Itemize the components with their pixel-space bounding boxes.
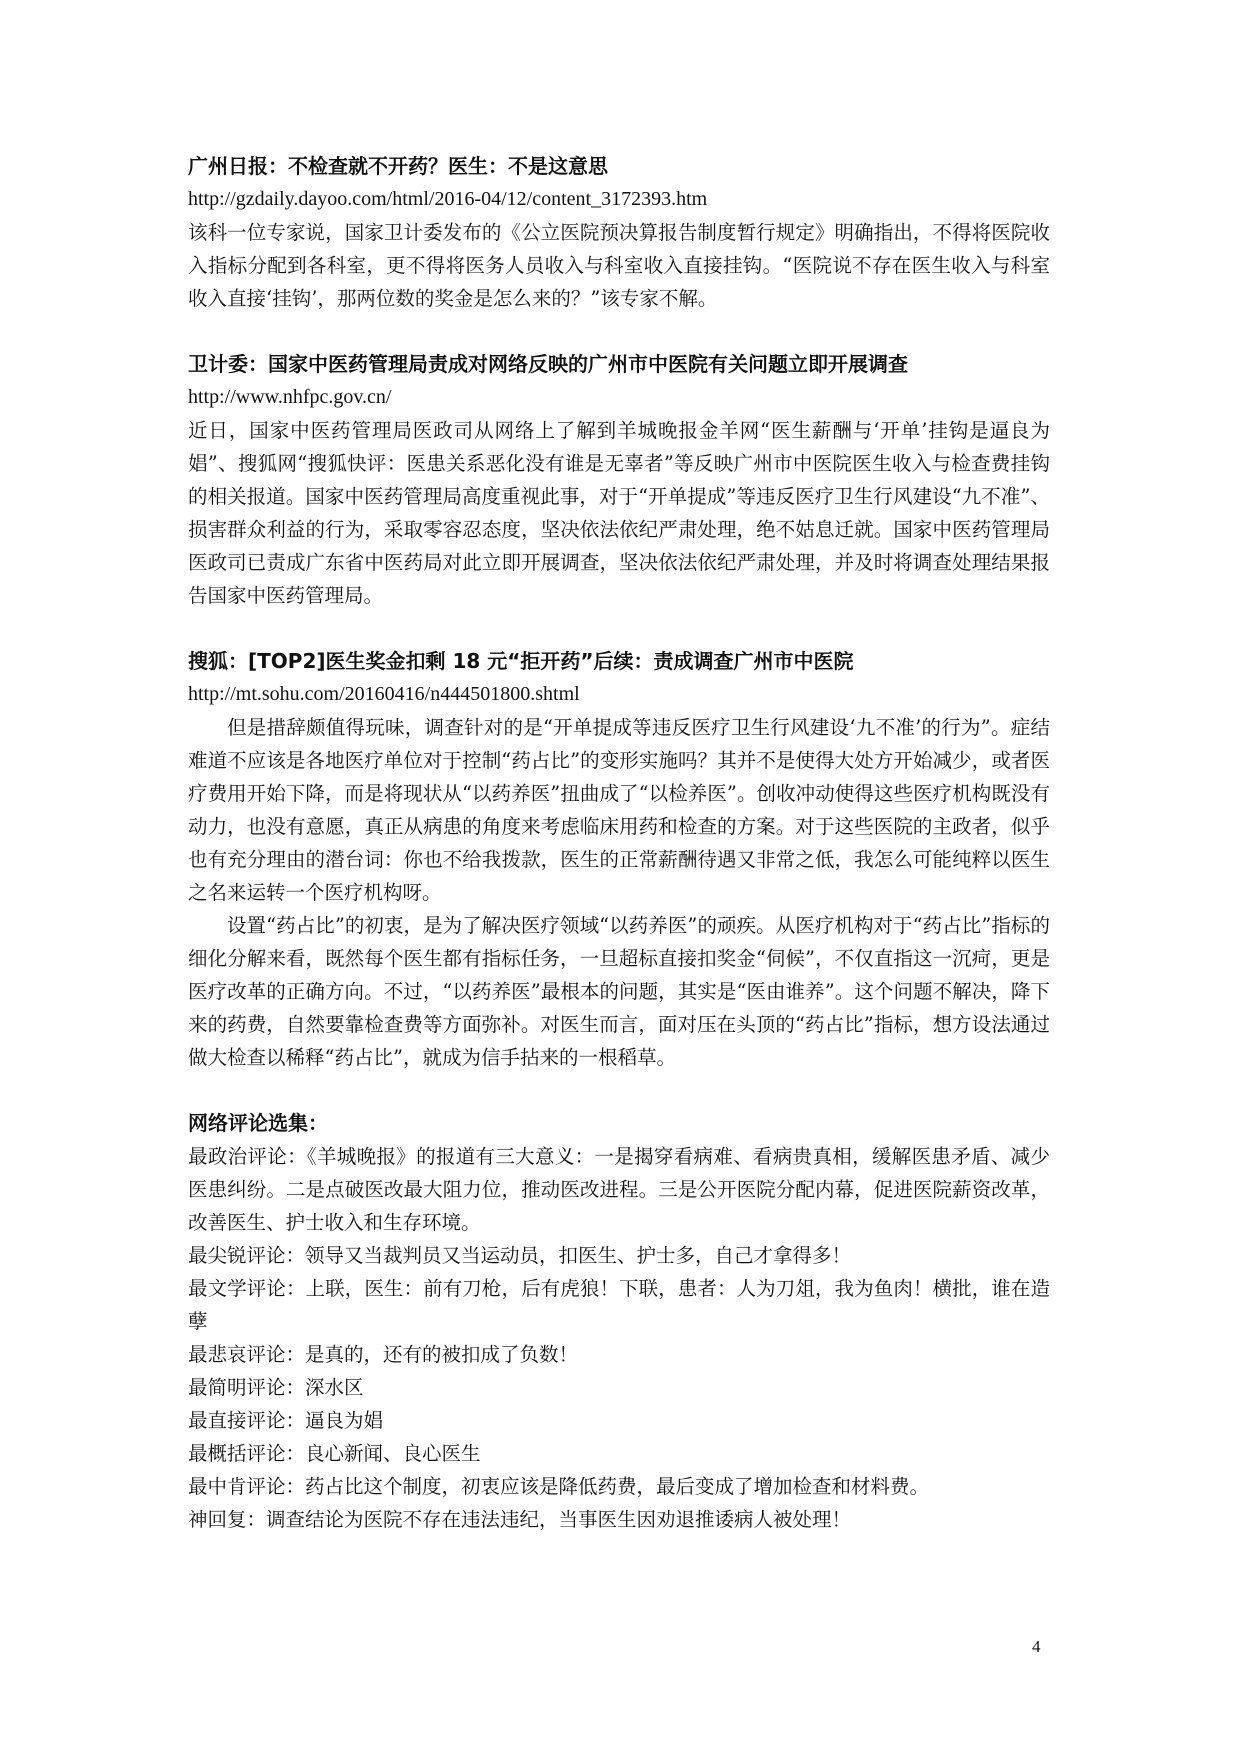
article-title: 搜狐：[TOP2]医生奖金扣剩 18 元“拒开药”后续：责成调查广州市中医院 bbox=[188, 649, 854, 673]
article-url: http://gzdaily.dayoo.com/html/2016-04/12/content_3172393.htm bbox=[188, 188, 708, 210]
comment-item: 最概括评论：良心新闻、良心医生 bbox=[188, 1442, 481, 1465]
article-url: http://www.nhfpc.gov.cn/ bbox=[188, 386, 392, 408]
comments-title: 网络评论选集： bbox=[188, 1111, 328, 1135]
document-body bbox=[188, 150, 1050, 1536]
page-number: 4 bbox=[1032, 1637, 1041, 1656]
comment-item: 神回复：调查结论为医院不存在违法违纪，当事医生因劝退推诿病人被处理！ bbox=[188, 1508, 852, 1531]
comment-item: 最简明评论：深水区 bbox=[188, 1376, 364, 1399]
comment-item: 最直接评论：逼良为娼 bbox=[188, 1409, 384, 1432]
section-spacer bbox=[188, 612, 1050, 645]
article-section-sohu bbox=[188, 645, 1050, 1074]
article-paragraph: 近日，国家中医药管理局医政司从网络上了解到羊城晚报金羊网“医生薪酬与‘开单’挂钩是逼良为娼”、搜狐网“搜狐快评：医患关系恶化没有谁是无辜者”等反映广州市中医院医生收入与检查费挂钩的相关报道。国家中医药管理局高度重视此事，对于“开单提成”等违反医疗卫生行风建设“九不准”、损害群众利益的行为，采取零容忍态度，坚决依法依纪严肃处理，绝不姑息迁就。国家中医药管理局医政司已责成广东省中医药局对此立即开展调查，坚决依法依纪严肃处理，并及时将调查处理结果报告国家中医药管理局。 bbox=[188, 419, 1050, 607]
comment-item: 最悲哀评论：是真的，还有的被扣成了负数！ bbox=[188, 1343, 579, 1366]
comment-item: 最政治评论：《羊城晚报》的报道有三大意义：一是揭穿看病难、看病贵真相，缓解医患矛盾、减少医患纠纷。二是点破医改最大阻力位，推动医改进程。三是公开医院分配内幕，促进医院薪资改革，改善医生、护士收入和生存环境。 bbox=[188, 1145, 1050, 1234]
comment-item: 最尖锐评论：领导又当裁判员又当运动员，扣医生、护士多，自己才拿得多！ bbox=[188, 1244, 852, 1267]
article-paragraph: 但是措辞颇值得玩味，调查针对的是“开单提成等违反医疗卫生行风建设‘九不准’的行为”。症结难道不应该是各地医疗单位对于控制“药占比”的变形实施吗？其并不是使得大处方开始减少，或者医疗费用开始下降，而是将现状从“以药养医”扭曲成了“以检养医”。创收冲动使得这些医疗机构既没有动力，也没有意愿，真正从病患的角度来考虑临床用药和检查的方案。对于这些医院的主政者，似乎也有充分理由的潜台词：你也不给我拨款，医生的正常薪酬待遇又非常之低，我怎么可能纯粹以医生之名来运转一个医疗机构呀。 bbox=[188, 716, 1050, 904]
section-spacer bbox=[188, 1074, 1050, 1107]
article-url: http://mt.sohu.com/20160416/n444501800.shtml bbox=[188, 683, 580, 705]
article-title: 广州日报：不检查就不开药？医生：不是这意思 bbox=[188, 154, 608, 178]
article-title: 卫计委：国家中医药管理局责成对网络反映的广州市中医院有关问题立即开展调查 bbox=[188, 352, 908, 376]
comments-section bbox=[188, 1107, 1050, 1536]
comment-item: 最中肯评论：药占比这个制度，初衷应该是降低药费，最后变成了增加检查和材料费。 bbox=[188, 1475, 930, 1498]
section-spacer bbox=[188, 315, 1050, 348]
article-paragraph: 该科一位专家说，国家卫计委发布的《公立医院预决算报告制度暂行规定》明确指出，不得将医院收入指标分配到各科室，更不得将医务人员收入与科室收入直接挂钩。“医院说不存在医生收入与科室收入直接‘挂钩’，那两位数的奖金是怎么来的？”该专家不解。 bbox=[188, 221, 1050, 310]
article-section-guangzhou-daily bbox=[188, 150, 1050, 315]
article-paragraph: 设置“药占比”的初衷，是为了解决医疗领域“以药养医”的顽疾。从医疗机构对于“药占比”指标的细化分解来看，既然每个医生都有指标任务，一旦超标直接扣奖金“伺候”，不仅直指这一沉疴，更是医疗改革的正确方向。不过，“以药养医”最根本的问题，其实是“医由谁养”。这个问题不解决，降下来的药费，自然要靠检查费等方面弥补。对医生而言，面对压在头顶的“药占比”指标，想方设法通过做大检查以稀释“药占比”，就成为信手拈来的一根稻草。 bbox=[188, 914, 1050, 1069]
comment-item: 最文学评论：上联，医生：前有刀枪，后有虎狼！下联，患者：人为刀俎，我为鱼肉！横批，谁在造孽 bbox=[188, 1277, 1050, 1333]
article-section-nhfpc bbox=[188, 348, 1050, 612]
